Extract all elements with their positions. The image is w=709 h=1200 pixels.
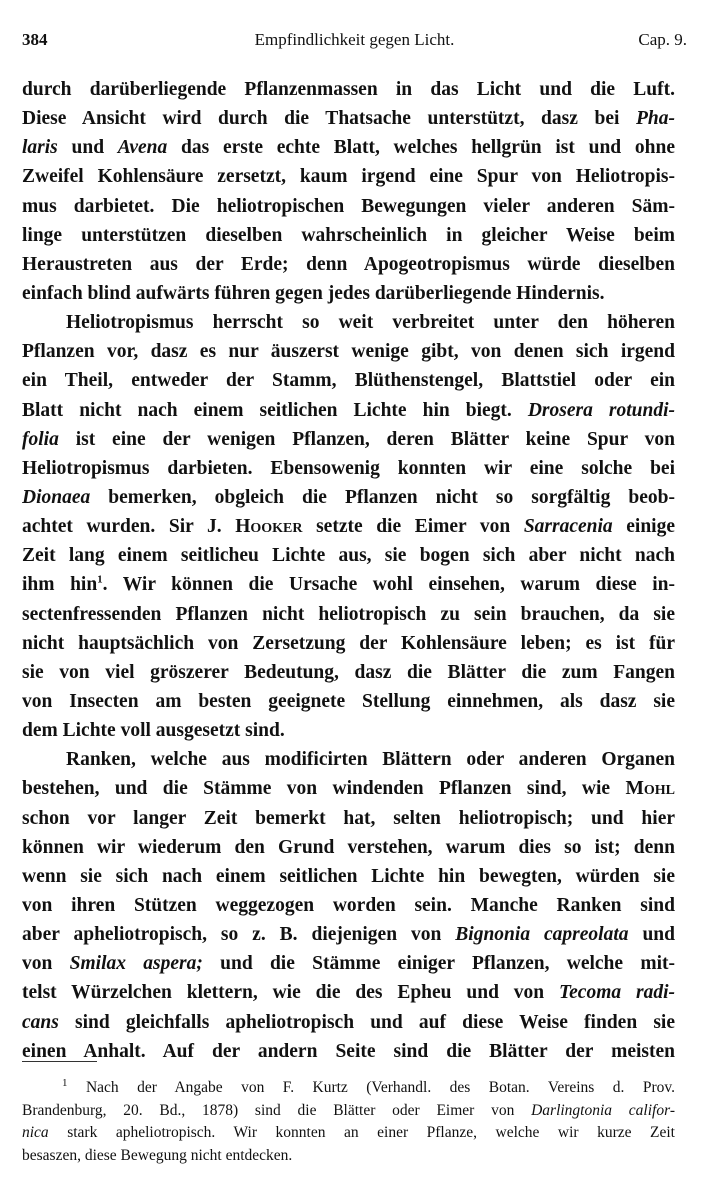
text-line: durch darüberliegende Pflanzenmassen in das Licht und die Luft. bbox=[22, 79, 675, 100]
footnote-divider bbox=[22, 1061, 97, 1062]
text-line: Heliotropismus darbieten. Ebensowenig konnten wir eine solche bei bbox=[22, 457, 675, 479]
text-line: nicht hauptsächlich von Zersetzung der Kohlensäure leben; es ist für bbox=[22, 632, 675, 654]
text-line: einfach blind aufwärts führen gegen jedes darüberliegende Hindernis. bbox=[22, 282, 605, 304]
text-line: sie von viel gröszerer Bedeutung, dasz die Blätter die zum Fangen bbox=[22, 661, 675, 683]
page-number: 384 bbox=[22, 30, 48, 49]
text-line: Heraustreten aus der Erde; denn Apogeotropismus würde dieselben bbox=[22, 253, 675, 275]
footnote-line: besaszen, diese Bewegung nicht entdecken. bbox=[22, 1146, 293, 1164]
text-line: Diese Ansicht wird durch die Thatsache unterstützt, dasz bei Pha- bbox=[22, 108, 675, 130]
text-line: wenn sie sich nach einem seitlichen Lichte hin bewegten, würden sie bbox=[22, 865, 675, 887]
text-line: achtet wurden. Sir J. Hooker setzte die Eimer von Sarracenia einige bbox=[22, 516, 675, 538]
chapter-label: Cap. 9. bbox=[638, 30, 687, 49]
footnote bbox=[22, 1077, 675, 1167]
footnote-line: nica stark apheliotropisch. Wir konnten an einer Pflanze, welche wir kurze Zeit bbox=[22, 1124, 675, 1141]
footnote-line: Brandenburg, 20. Bd., 1878) sind die Blätter oder Eimer von Darlingtonia califor- bbox=[22, 1101, 675, 1119]
text-line: von ihren Stützen weggezogen worden sein. Manche Ranken sind bbox=[22, 894, 675, 916]
text-line: mus darbietet. Die heliotropischen Bewegungen vieler anderen Säm- bbox=[22, 195, 675, 217]
running-title: Empfindlichkeit gegen Licht. bbox=[254, 30, 455, 49]
text-line: Blatt nicht nach einem seitlichen Lichte hin biegt. Drosera rotundi- bbox=[22, 399, 675, 421]
text-line: folia ist eine der wenigen Pflanzen, deren Blätter keine Spur von bbox=[22, 428, 675, 450]
text-line: von Insecten am besten geeignete Stellung einnehmen, als dasz sie bbox=[22, 690, 675, 712]
text-line: ein Theil, entweder der Stamm, Blüthenstengel, Blattstiel oder ein bbox=[22, 370, 675, 392]
text-line: linge unterstützen dieselben wahrscheinlich in gleicher Weise beim bbox=[22, 224, 675, 246]
text-line: Pflanzen vor, dasz es nur äuszerst wenige gibt, von denen sich irgend bbox=[22, 341, 675, 363]
text-line: einen Anhalt. Auf der andern Seite sind die Blätter der meisten bbox=[22, 1040, 675, 1062]
text-line: Ranken, welche aus modificirten Blättern oder anderen Organen bbox=[66, 749, 675, 771]
text-line: aber apheliotropisch, so z. B. diejenigen von Bignonia capreolata und bbox=[22, 924, 675, 946]
text-line: Heliotropismus herrscht so weit verbreitet unter den höheren bbox=[66, 312, 675, 334]
text-line: bestehen, und die Stämme von windenden Pflanzen sind, wie Mohl bbox=[22, 778, 675, 800]
text-line: sectenfressenden Pflanzen nicht heliotropisch zu sein brauchen, da sie bbox=[22, 603, 675, 625]
text-line: Zeit lang einem seitlicheu Lichte aus, sie bogen sich aber nicht nach bbox=[22, 545, 675, 567]
text-line: laris und Avena das erste echte Blatt, welches hellgrün ist und ohne bbox=[22, 137, 675, 159]
text-line: Zweifel Kohlensäure zersetzt, kaum irgend eine Spur von Heliotropis- bbox=[22, 166, 675, 188]
text-line: ihm hin$^1$. Wir können die Ursache wohl einsehen, warum diese in- bbox=[22, 573, 675, 596]
text-line: können wir wiederum den Grund verstehen, warum dies so ist; denn bbox=[22, 836, 675, 858]
text-line: dem Lichte voll ausgesetzt sind. bbox=[22, 720, 285, 742]
text-line: schon vor langer Zeit bemerkt hat, selten heliotropisch; und hier bbox=[22, 807, 675, 829]
footnote-line: $^1$ Nach der Angabe von F. Kurtz (Verhandl. des Botan. Vereins d. Prov. bbox=[62, 1077, 675, 1096]
text-line: cans sind gleichfalls apheliotropisch und auf diese Weise finden sie bbox=[22, 1011, 675, 1033]
body-text bbox=[22, 75, 675, 1066]
text-line: telst Würzelchen klettern, wie die des Epheu und von Tecoma radi- bbox=[22, 982, 675, 1004]
text-line: von Smilax aspera; und die Stämme einiger Pflanzen, welche mit- bbox=[22, 953, 675, 975]
page-header bbox=[22, 30, 687, 56]
text-line: Dionaea bemerken, obgleich die Pflanzen nicht so sorgfältig beob- bbox=[22, 486, 675, 508]
